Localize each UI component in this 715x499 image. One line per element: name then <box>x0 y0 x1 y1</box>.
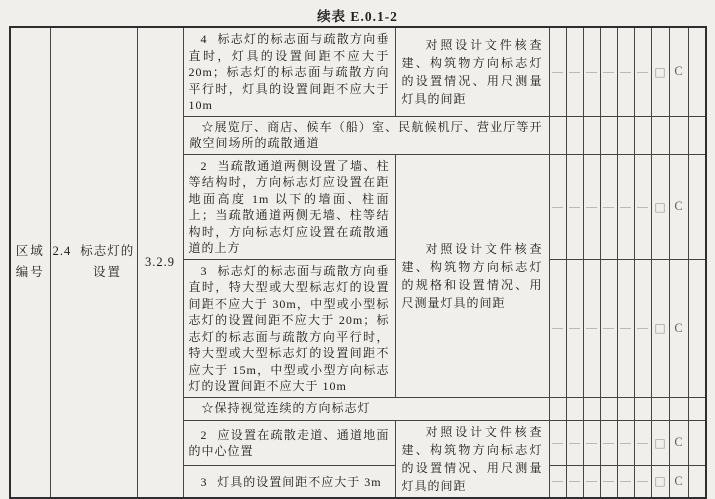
method-cell <box>395 154 549 397</box>
requirement-number: 2 <box>200 427 207 442</box>
method-text: 对照设计文件核查建、构筑物方向标志灯的设置情况、用尺测量灯具的间距 <box>401 37 543 106</box>
dash-mark: — <box>583 154 600 259</box>
requirement-text <box>184 471 395 493</box>
dash-mark: — <box>583 466 600 498</box>
empty-cell <box>566 397 583 420</box>
dash-mark: — <box>566 466 583 498</box>
requirement-body: 当疏散通道两侧设置了墙、柱等结构时，方向标志灯应设置在距地面高度 1m 以下的墙面、柱面上；当疏散通道两侧无墙、柱等结构时，方向标志灯应设置在疏散通道的上方 <box>188 158 390 255</box>
requirement-text <box>184 155 395 259</box>
dash-mark: — <box>566 259 583 397</box>
dash-mark: — <box>566 420 583 466</box>
empty-cell <box>688 466 706 498</box>
empty-cell <box>688 397 706 420</box>
dash-mark: — <box>634 420 651 466</box>
clause-number-cell <box>137 27 183 498</box>
dash-mark: — <box>600 466 617 498</box>
empty-cell <box>566 116 583 154</box>
check-box[interactable]: □ <box>651 27 669 116</box>
requirement-number: 3 <box>200 474 207 489</box>
requirement-cell <box>183 259 395 397</box>
empty-cell <box>583 116 600 154</box>
empty-cell <box>669 397 688 420</box>
empty-cell <box>688 154 706 259</box>
empty-cell <box>634 116 651 154</box>
dash-mark: — <box>549 27 566 116</box>
dash-mark: — <box>549 259 566 397</box>
dash-mark: — <box>583 259 600 397</box>
dash-mark: — <box>634 466 651 498</box>
dash-mark: — <box>566 27 583 116</box>
grade-letter: C <box>669 466 688 498</box>
dash-mark: — <box>583 27 600 116</box>
requirement-number: 4 <box>200 32 207 46</box>
empty-cell <box>600 116 617 154</box>
note-text: ☆展览厅、商店、候车（船）室、民航候机厅、营业厅等开敞空间场所的疏散通道 <box>189 119 543 150</box>
item-number-and-name <box>51 241 137 262</box>
method-text: 对照设计文件核查建、构筑物方向标志灯的规格和设置情况、用尺测量灯具的间距 <box>401 241 543 310</box>
check-box[interactable]: □ <box>651 259 669 397</box>
empty-cell <box>583 397 600 420</box>
requirement-number: 3 <box>200 263 207 278</box>
dash-mark: — <box>634 154 651 259</box>
requirement-cell <box>183 154 395 259</box>
method-cell <box>395 420 549 498</box>
grade-letter: C <box>669 420 688 466</box>
dash-mark: — <box>600 154 617 259</box>
empty-cell <box>549 397 566 420</box>
empty-cell <box>651 397 669 420</box>
dash-mark: — <box>617 466 634 498</box>
dash-mark: — <box>583 420 600 466</box>
check-box[interactable]: □ <box>651 466 669 498</box>
dash-mark: — <box>600 259 617 397</box>
empty-cell <box>600 397 617 420</box>
empty-cell <box>688 420 706 466</box>
dash-mark: — <box>617 420 634 466</box>
empty-cell <box>549 116 566 154</box>
empty-cell <box>617 397 634 420</box>
dash-mark: — <box>549 420 566 466</box>
area-label-line2: 编号 <box>15 265 45 280</box>
requirement-text <box>184 260 395 397</box>
requirement-cell <box>183 420 395 466</box>
requirement-body: 灯具的设置间距不应大于 3m <box>217 474 382 489</box>
dash-mark: — <box>600 27 617 116</box>
requirement-cell <box>183 466 395 498</box>
empty-cell <box>688 27 706 116</box>
clause-number: 3.2.9 <box>145 255 175 270</box>
note-cell <box>183 397 549 420</box>
dash-mark: — <box>600 420 617 466</box>
requirement-cell <box>183 27 395 116</box>
requirement-number: 2 <box>200 158 207 173</box>
empty-cell <box>651 116 669 154</box>
requirement-text <box>184 28 395 116</box>
dash-mark: — <box>634 27 651 116</box>
requirement-text <box>184 424 395 462</box>
inspection-table <box>9 26 707 499</box>
area-number-label <box>11 241 50 283</box>
dash-mark: — <box>617 259 634 397</box>
note-cell <box>183 116 549 154</box>
item-name: 标志灯的 <box>80 244 135 259</box>
requirement-body: 标志灯的标志面与疏散方向垂直时，灯具的设置间距不应大于 20m；标志灯的标志面与疏散方向平行时，灯具的设置间距不应大于 10m <box>188 32 390 112</box>
item-number: 2.4 <box>52 244 72 259</box>
dash-mark: — <box>549 154 566 259</box>
note-text: ☆保持视觉连续的方向标志灯 <box>201 401 371 416</box>
empty-cell <box>634 397 651 420</box>
grade-letter: C <box>669 27 688 116</box>
method-cell <box>395 27 549 116</box>
area-label-line1: 区域 <box>15 244 45 259</box>
dash-mark: — <box>634 259 651 397</box>
check-box[interactable]: □ <box>651 420 669 466</box>
grade-letter: C <box>669 154 688 259</box>
empty-cell <box>688 116 706 154</box>
method-text: 对照设计文件核查建、构筑物方向标志灯的设置情况、用尺测量灯具的间距 <box>401 424 543 493</box>
dash-mark: — <box>566 154 583 259</box>
empty-cell <box>688 259 706 397</box>
dash-mark: — <box>549 466 566 498</box>
page-title: 续表 E.0.1-2 <box>317 9 398 24</box>
area-number-cell <box>10 27 50 498</box>
dash-mark: — <box>617 27 634 116</box>
item-name-cell <box>50 27 137 498</box>
item-name-line2: 设置 <box>92 265 122 280</box>
requirement-body: 应设置在疏散走道、通道地面的中心位置 <box>188 427 390 459</box>
empty-cell <box>617 116 634 154</box>
requirement-body: 标志灯的标志面与疏散方向垂直时，特大型或大型标志灯的设置间距不应大于 30m，中型或小型标志灯的设置间距不应大于 20m；标志灯的标志面与疏散方向平行时，特大型或大型标志灯的设置间距不应大于 15m，中型或小型方向标志灯的设置间距不应大于 10m <box>188 263 390 393</box>
check-box[interactable]: □ <box>651 154 669 259</box>
dash-mark: — <box>617 154 634 259</box>
grade-letter: C <box>669 259 688 397</box>
empty-cell <box>669 116 688 154</box>
